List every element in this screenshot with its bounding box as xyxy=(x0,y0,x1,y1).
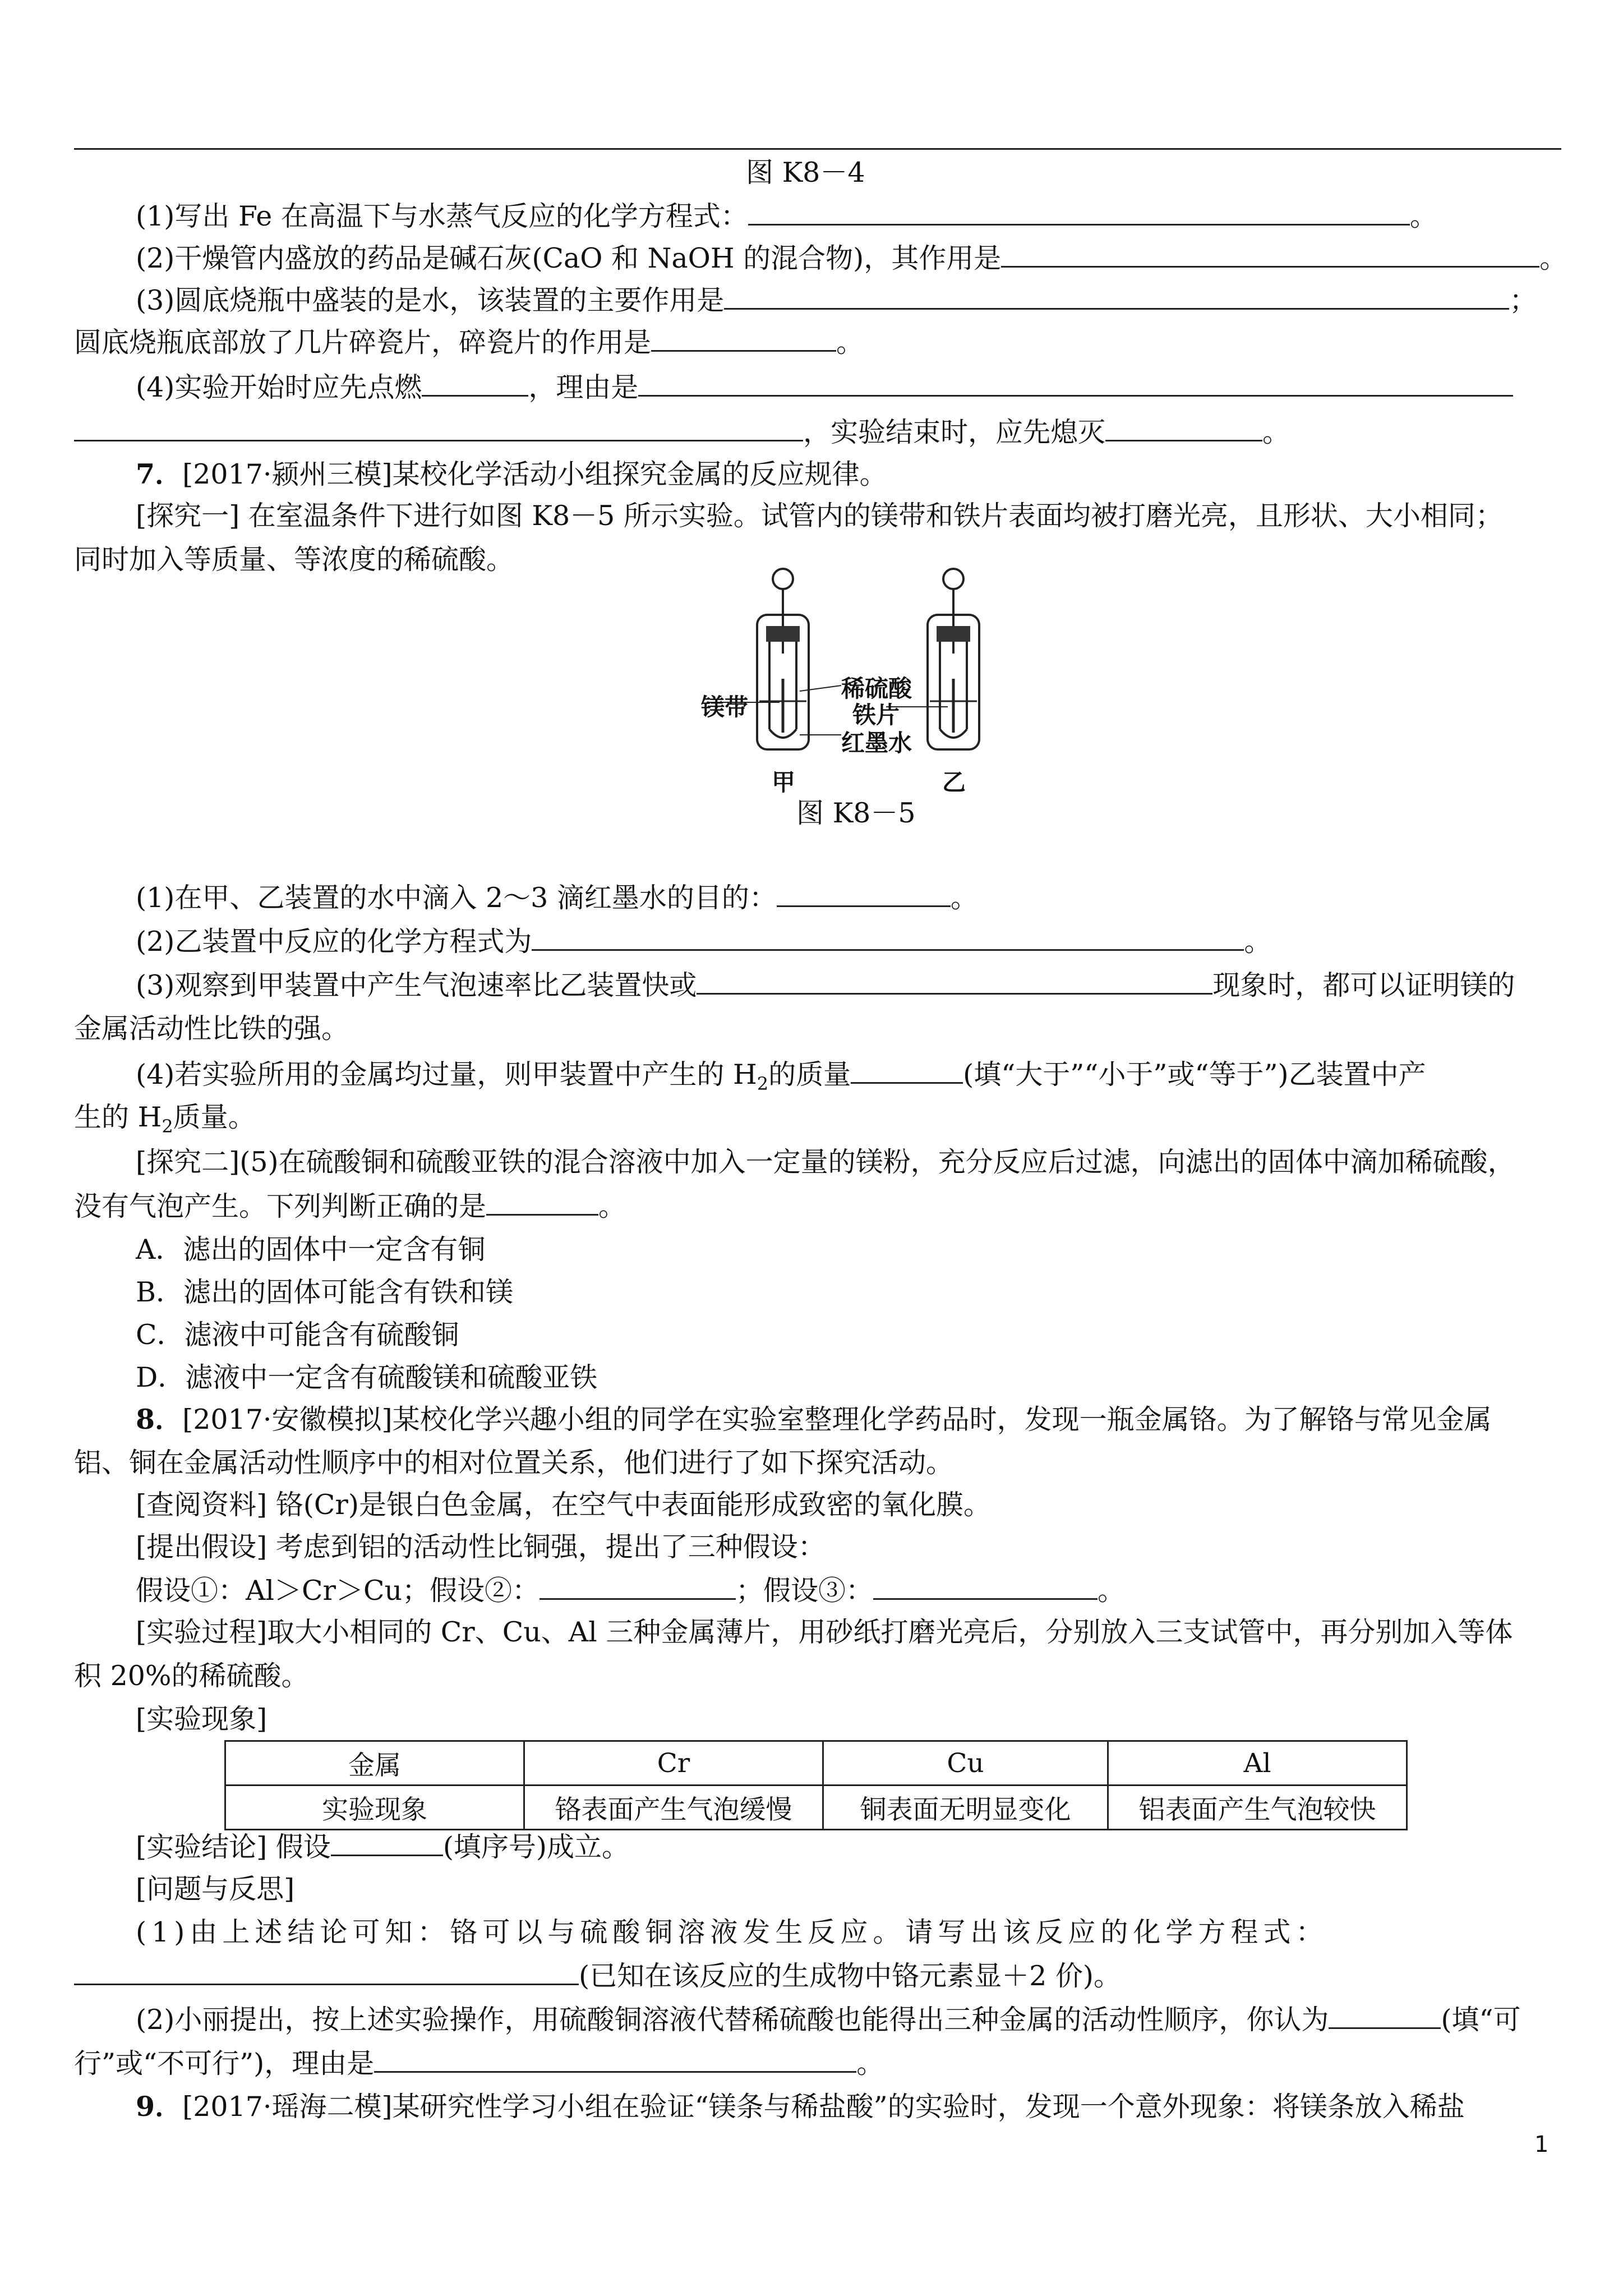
q8-conclusion-blank[interactable] xyxy=(331,1830,443,1856)
q8-reflection-2: (2)小丽提出，按上述实验操作，用硫酸铜溶液代替稀硫酸也能得出三种金属的活动性顺序，你认为 (填“可 xyxy=(136,2004,1521,2036)
table-row xyxy=(225,1786,1407,1830)
q7-option-b[interactable]: B．滤出的固体可能含有铁和镁 xyxy=(136,1276,514,1308)
q7-part4-blank[interactable] xyxy=(851,1057,963,1084)
q8-hypothesis: [提出假设] 考虑到铝的活动性比铜强，提出了三种假设： xyxy=(136,1531,826,1563)
q7-explore1-line1: [探究一] 在室温条件下进行如图 K8－5 所示实验。试管内的镁带和铁片表面均被打磨光亮，且形状、大小相同； xyxy=(136,500,1503,532)
q7-part4: (4)若实验所用的金属均过量，则甲装置中产生的 $H_2$的质量 (填“大于”“小于”或“等于”)乙装置中产 xyxy=(136,1059,1426,1094)
q7-heading: 7．[2017·颍州三模]某校化学活动小组探究金属的反应规律。 xyxy=(136,458,887,490)
top-rule xyxy=(74,148,1561,150)
q8-conclusion: [实验结论] 假设 (填序号)成立。 xyxy=(136,1831,630,1863)
q6-part4-blank1[interactable] xyxy=(422,370,528,397)
q7-explore2-line2: 没有气泡产生。下列判断正确的是 。 xyxy=(74,1190,626,1222)
q6-part4-blank2[interactable] xyxy=(638,370,1513,397)
q8-reflection-heading: [问题与反思] xyxy=(136,1873,295,1905)
q8-info: [查阅资料] 铬(Cr)是银白色金属，在空气中表面能形成致密的氧化膜。 xyxy=(136,1489,991,1521)
table-header-cell: Al xyxy=(1108,1741,1407,1786)
q7-part1-blank[interactable] xyxy=(777,881,951,907)
q8-reason-blank[interactable] xyxy=(374,2046,856,2073)
q7-option-a[interactable]: A．滤出的固体中一定含有铜 xyxy=(136,1234,486,1266)
q6-part4-cont: ，实验结束时，应先熄灭 。 xyxy=(74,415,1290,449)
table-cell: 铝表面产生气泡较快 xyxy=(1108,1786,1407,1830)
q7-part3-cont: 金属活动性比铁的强。 xyxy=(74,1013,349,1045)
q8-reflection-1: (1)由上述结论可知：铬可以与硫酸铜溶液发生反应。请写出该反应的化学方程式： xyxy=(136,1916,1329,1948)
q6-part1: (1)写出 Fe 在高温下与水蒸气反应的化学方程式： 。 xyxy=(136,200,1437,232)
q8-reflection-2-cont: 行”或“不可行”)，理由是 。 xyxy=(74,2047,884,2079)
q6-part3-blank2[interactable] xyxy=(651,325,836,352)
q6-part3-blank[interactable] xyxy=(724,283,1509,310)
figure-label-yi: 乙 xyxy=(942,769,966,796)
q6-part3-cont: 圆底烧瓶底部放了几片碎瓷片，碎瓷片的作用是 。 xyxy=(74,326,864,358)
q7-option-c[interactable]: C．滤液中可能含有硫酸铜 xyxy=(136,1319,459,1351)
figure-k8-4-caption: 图 K8－4 xyxy=(746,157,865,188)
q8-observation-heading: [实验现象] xyxy=(136,1703,268,1735)
figure-k8-5-caption: 图 K8－5 xyxy=(796,797,916,829)
q7-part4-cont: 生的 $H_2$质量。 xyxy=(74,1101,256,1137)
table-header-cell: Cu xyxy=(823,1741,1108,1786)
q6-part4: (4)实验开始时应先点燃 ，理由是 xyxy=(136,370,1513,404)
figure-label-mg: 镁带 xyxy=(701,693,749,721)
page-number: 1 xyxy=(1534,2132,1549,2157)
q8-procedure: [实验过程]取大小相同的 Cr、Cu、Al 三种金属薄片，用砂纸打磨光亮后，分别放入三支试管中，再分别加入等体 xyxy=(136,1616,1513,1648)
q9-heading: 9．[2017·瑶海二模]某研究性学习小组在验证“镁条与稀盐酸”的实验时，发现一个意外现象：将镁条放入稀盐 xyxy=(136,2090,1465,2123)
q8-hypothesis-line: 假设①：Al＞Cr＞Cu；假设②： ；假设③： 。 xyxy=(136,1575,1126,1607)
q8-reflection-1-cont: (已知在该反应的生成物中铬元素显＋2 价)。 xyxy=(74,1959,1121,1993)
q8-heading-cont: 铝、铜在金属活动性顺序中的相对位置关系，他们进行了如下探究活动。 xyxy=(74,1447,954,1479)
q7-part1: (1)在甲、乙装置的水中滴入 2～3 滴红墨水的目的： 。 xyxy=(136,882,978,914)
q6-part4-blank3[interactable] xyxy=(74,415,803,441)
q7-part3-blank[interactable] xyxy=(697,968,1212,995)
apparatus-yi xyxy=(928,569,979,749)
table-header-cell: 金属 xyxy=(225,1741,524,1786)
q7-part3: (3)观察到甲装置中产生气泡速率比乙装置快或 现象时，都可以证明镁的 xyxy=(136,969,1515,1001)
q6-part1-blank[interactable] xyxy=(748,199,1410,226)
q6-part4-blank4[interactable] xyxy=(1105,415,1262,441)
figure-label-jia: 甲 xyxy=(772,769,796,796)
q8-heading: 8．[2017·安徽模拟]某校化学兴趣小组的同学在实验室整理化学药品时，发现一瓶金属铬。为了解铬与常见金属 xyxy=(136,1403,1492,1435)
figure-label-ink: 红墨水 xyxy=(841,729,912,757)
figure-label-acid: 稀硫酸 xyxy=(841,675,912,702)
table-row xyxy=(225,1741,1407,1786)
q7-part5-blank[interactable] xyxy=(486,1189,598,1216)
table-header-cell: Cr xyxy=(524,1741,823,1786)
figure-label-fe: 铁片 xyxy=(852,701,900,729)
q8-hypothesis3-blank[interactable] xyxy=(873,1573,1098,1600)
q7-option-d[interactable]: D．滤液中一定含有硫酸镁和硫酸亚铁 xyxy=(136,1361,598,1393)
q6-part3: (3)圆底烧瓶中盛装的是水，该装置的主要作用是 ； xyxy=(136,284,1537,316)
table-cell: 铬表面产生气泡缓慢 xyxy=(524,1786,823,1830)
q8-equation-blank[interactable] xyxy=(74,1959,579,1985)
q7-explore2-line1: [探究二](5)在硫酸铜和硫酸亚铁的混合溶液中加入一定量的镁粉，充分反应后过滤，向滤出的固体中滴加稀硫酸， xyxy=(136,1146,1515,1178)
q7-part2-blank[interactable] xyxy=(532,924,1244,951)
q6-part2-blank[interactable] xyxy=(1001,241,1539,268)
q8-procedure-cont: 积 20%的稀硫酸。 xyxy=(74,1660,309,1692)
observation-table xyxy=(224,1740,1408,1830)
q6-part2: (2)干燥管内盛放的药品是碱石灰(CaO 和 NaOH 的混合物)，其作用是 。 xyxy=(136,242,1567,274)
table-cell: 实验现象 xyxy=(225,1786,524,1830)
table-cell: 铜表面无明显变化 xyxy=(823,1786,1108,1830)
q8-hypothesis2-blank[interactable] xyxy=(540,1573,736,1600)
q7-part2: (2)乙装置中反应的化学方程式为 。 xyxy=(136,926,1272,958)
q8-feasible-blank[interactable] xyxy=(1329,2003,1441,2029)
q7-explore1-line2: 同时加入等质量、等浓度的稀硫酸。 xyxy=(74,544,514,576)
